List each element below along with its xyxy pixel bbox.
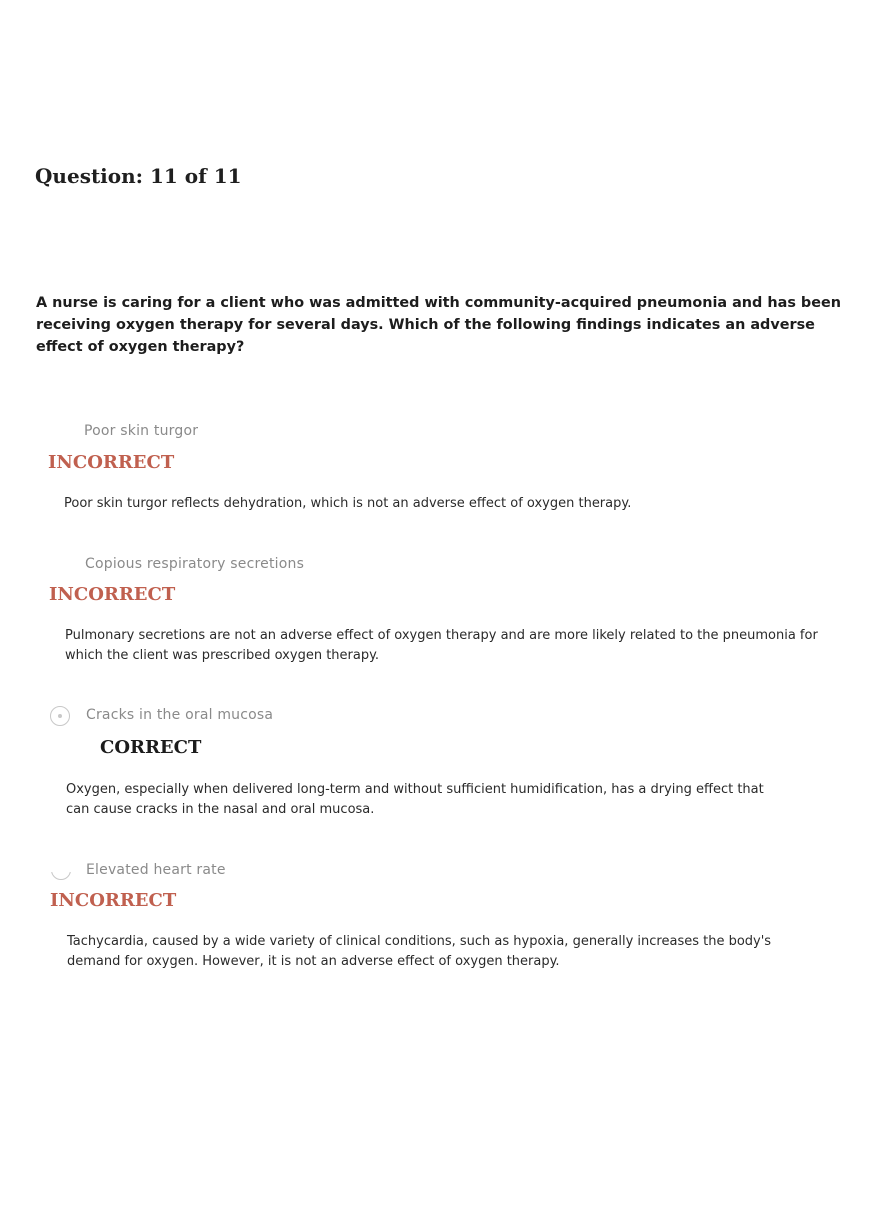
radio-selected-icon[interactable] (50, 706, 70, 726)
answer-option-copious-respiratory-secretions[interactable]: Copious respiratory secretions (85, 556, 305, 572)
radio-dot-icon (58, 714, 62, 718)
answer-option-poor-skin-turgor[interactable]: Poor skin turgor (84, 423, 199, 439)
question-prompt: A nurse is caring for a client who was admitted with community-acquired pneumonia and has been receiving oxygen therapy for several days. Which of the following findings indicates an adverse effect of oxygen therapy? (36, 295, 841, 355)
rationale-text: Oxygen, especially when delivered long-term and without sufficient humidification, has a drying effect that can cause cracks in the nasal and oral mucosa. (66, 782, 764, 817)
answer-option-elevated-heart-rate[interactable]: Elevated heart rate (86, 862, 226, 878)
answer-option-cracks-in-oral-mucosa[interactable]: Cracks in the oral mucosa (86, 707, 274, 723)
verdict-label: INCORRECT (50, 890, 177, 911)
rationale-text: Tachycardia, caused by a wide variety of clinical conditions, such as hypoxia, generally increases the body's demand for oxygen. However, it is not an adverse effect of oxygen therapy. (67, 934, 772, 969)
rationale-text: Pulmonary secretions are not an adverse effect of oxygen therapy and are more likely related to the pneumonia for which the client was prescribed oxygen therapy. (65, 628, 818, 663)
verdict-label: INCORRECT (48, 452, 175, 473)
verdict-label: CORRECT (100, 737, 202, 758)
question-number: Question: 11 of 11 (35, 164, 242, 188)
verdict-label: INCORRECT (49, 584, 176, 605)
rationale-text: Poor skin turgor reflects dehydration, which is not an adverse effect of oxygen therapy. (64, 496, 632, 511)
radio-icon[interactable] (51, 862, 73, 884)
